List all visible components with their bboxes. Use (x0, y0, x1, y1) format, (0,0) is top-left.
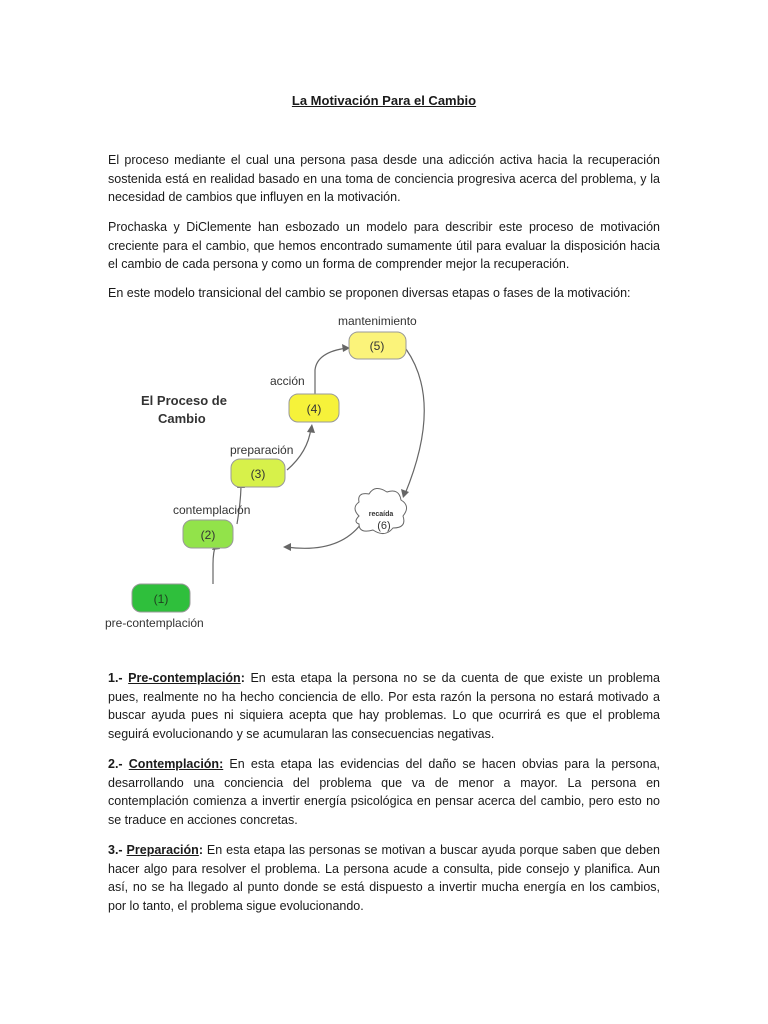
diagram-title-line2: Cambio (158, 411, 206, 426)
section-number: 2.- (108, 757, 123, 771)
section-number: 1.- (108, 671, 123, 685)
section-term: Preparación (126, 843, 199, 857)
stage-2-label: contemplación (173, 503, 251, 517)
stage-3-number: (3) (250, 467, 266, 481)
stage-1-number: (1) (153, 592, 169, 606)
stage-4-label: acción (270, 374, 305, 388)
section-precontemplacion (108, 669, 660, 743)
stage-2-number: (2) (200, 528, 216, 542)
section-term: Contemplación: (128, 757, 224, 771)
stage-3-label: preparación (230, 443, 294, 457)
section-text: En esta etapa la persona no se da cuenta de que existe un problema pues, realmente no ha hecho conciencia de ello. Por esta razón la persona no estará motivado a buscar ayuda pues ni siquiera acepta que hay problemas. Lo que ocurrirá es que el problema seguirá evolucionando y se acumularan las consecuencias negativas. (108, 671, 660, 741)
stage-1-label: pre-contemplación (105, 616, 204, 630)
section-text: En esta etapa las personas se motivan a buscar ayuda porque saben que deben hacer algo para resolver el problema. La persona acude a consulta, pide consejo y planifica. Aun así, no se ha llegado al punto donde se está dispuesto a invertir mucha energía en los cambios, por lo tanto, el problema sigue evolucionando. (108, 843, 660, 913)
relapse-label: recaída (368, 511, 394, 518)
section-colon: : (240, 671, 245, 685)
section-preparacion (108, 841, 660, 915)
change-process-diagram (103, 302, 443, 637)
section-text: En esta etapa las evidencias del daño se hacen obvias para la persona, desarrollando una conciencia del problema que va de menor a mayor. La persona en contemplación comienza a invertir energía psicológica en pensar acerca del cambio, pero esto no se traduce en acciones concretas. (108, 757, 660, 827)
diagram-title-line1: El Proceso de (141, 393, 227, 408)
section-term: Pre-contemplación (128, 671, 241, 685)
relapse-number: (6) (377, 520, 391, 532)
arrow-6-return (286, 524, 361, 548)
stage-4-number: (4) (306, 402, 322, 416)
intro-paragraph-3: En este modelo transicional del cambio se proponen diversas etapas o fases de la motivación: (108, 286, 631, 300)
section-number: 3.- (108, 843, 123, 857)
stage-5-number: (5) (369, 339, 385, 353)
arrow-4-to-5 (315, 348, 347, 394)
intro-paragraph-2: Prochaska y DiClemente han esbozado un modelo para describir este proceso de motivación creciente para el cambio, que hemos encontrado sumamente útil para evaluar la disposición hacia el cambio de cada persona y como un forma de comprender mejor la recuperación. (108, 220, 660, 271)
arrow-1-to-2 (213, 544, 216, 584)
section-colon: : (198, 843, 203, 857)
intro-paragraph-1: El proceso mediante el cual una persona pasa desde una adicción activa hacia la recuperación sostenida está en realidad basado en una toma de conciencia progresiva acerca del problema, y la necesidad de cambios que influyen en la motivación. (108, 153, 660, 204)
document-title: La Motivación Para el Cambio (291, 93, 477, 108)
arrow-5-to-6 (405, 349, 424, 494)
stage-5-label: mantenimiento (338, 314, 417, 328)
section-contemplacion (108, 755, 660, 829)
